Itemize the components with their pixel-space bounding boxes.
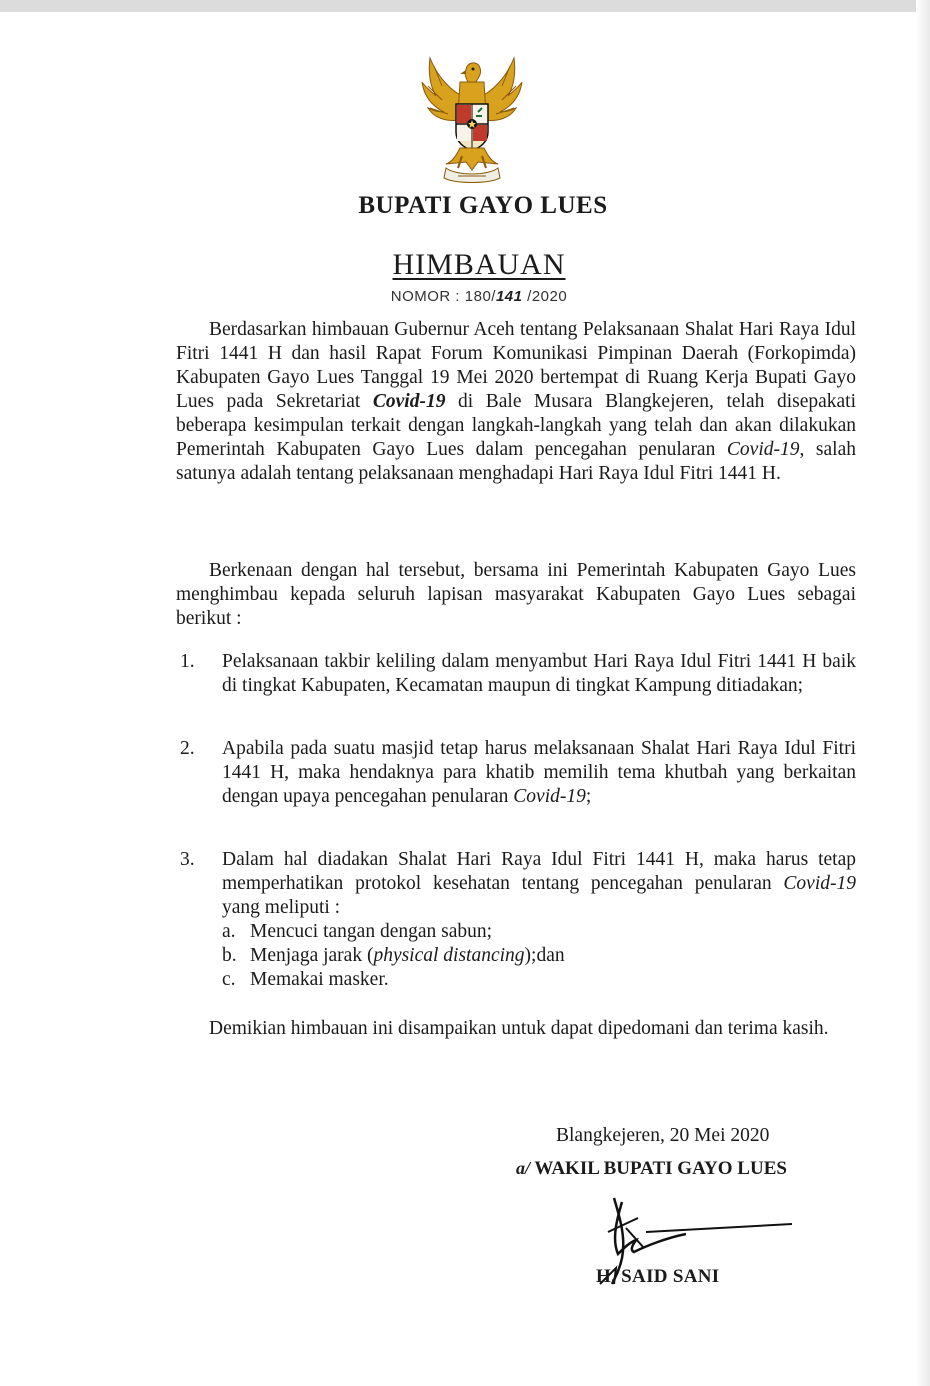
scan-top-border	[0, 0, 930, 12]
closing-text: Demikian himbauan ini disampaikan untuk dapat dipedomani dan terima kasih.	[209, 1018, 829, 1039]
list-item-text-before: Dalam hal diadakan Shalat Hari Raya Idul Fitri 1441 H, maka harus tetap memperhatikan protokol kesehatan tentang pencegahan penularan	[222, 849, 856, 894]
paragraph1-bold-term: Covid-19	[372, 391, 446, 412]
list-item-text-after: yang meliputi :	[222, 897, 341, 918]
signatory-prefix: a/	[516, 1158, 531, 1178]
number-handwritten: 141	[495, 288, 523, 305]
sub-item	[222, 920, 856, 944]
garuda-emblem-icon	[416, 52, 528, 186]
list-item-text	[222, 737, 856, 809]
sub-item-letter: b.	[222, 945, 237, 966]
sub-item-letter: c.	[222, 969, 236, 990]
official-title: BUPATI GAYO LUES	[358, 192, 608, 219]
list-item	[176, 848, 856, 992]
sub-item-letter: a.	[222, 921, 236, 942]
list-item-italic-term: Covid-19	[513, 786, 586, 807]
paragraph2-text: Berkenaan dengan hal tersebut, bersama ini Pemerintah Kabupaten Gayo Lues menghimbau kepada seluruh lapisan masyarakat Kabupaten Gayo Lues sebagai berikut :	[176, 560, 856, 629]
list-item-italic-term: Covid-19	[783, 873, 856, 894]
number-prefix: NOMOR : 180/	[390, 288, 496, 305]
paragraph1-part3: , salah satunya adalah tentang pelaksanaan menghadapi Hari Raya Idul Fitri 1441 H.	[176, 439, 856, 484]
list-item	[176, 650, 856, 698]
signatory-name: H. SAID SANI	[596, 1266, 720, 1287]
list-item-text	[222, 848, 856, 992]
signatory-title-text: WAKIL BUPATI GAYO LUES	[530, 1158, 787, 1179]
sub-item-text: Memakai masker.	[250, 969, 389, 990]
sub-item	[222, 968, 856, 992]
list-item-number: 1.	[180, 651, 195, 672]
list-item-number: 3.	[180, 849, 195, 870]
document-title	[0, 248, 930, 282]
list-item-text-before: Apabila pada suatu masjid tetap harus melaksanaan Shalat Hari Raya Idul Fitri 1441 H, maka hendaknya para khatib memilih tema khutbah yang berkaitan dengan upaya pencegahan penularan	[222, 738, 856, 807]
number-suffix: /2020	[522, 288, 568, 305]
list-item-text: Pelaksanaan takbir keliling dalam menyambut Hari Raya Idul Fitri 1441 H baik di tingkat Kabupaten, Kecamatan maupun di tingkat Kampung ditiadakan;	[222, 651, 856, 696]
list-item-number: 2.	[180, 738, 195, 759]
paragraph1-part2: di Bale Musara Blangkejeren, telah disepakati beberapa kesimpulan terkait dengan langkah-langkah yang telah dan akan dilakukan Pemerintah Kabupaten Gayo Lues dalam pencegahan penularan	[176, 391, 857, 460]
sub-item-text-after: );dan	[524, 945, 565, 966]
list-item-text-after: ;	[585, 786, 592, 807]
closing-paragraph	[176, 1017, 856, 1041]
list-item	[176, 737, 856, 809]
sub-item-text: Mencuci tangan dengan sabun;	[250, 921, 493, 942]
paragraph1-part1: Berdasarkan himbauan Gubernur Aceh tentang Pelaksanaan Shalat Hari Raya Idul Fitri 1441 H dan hasil Rapat Forum Komunikasi Pimpinan Daerah (Forkopimda) Kabupaten Gayo Lues Tanggal 19 Mei 2020 bertempat di Ruang Kerja Bupati Gayo Lues pada Sekretariat	[176, 319, 856, 412]
document-title-text: HIMBAUAN	[392, 248, 566, 281]
sub-item-text-before: Menjaga jarak (	[250, 945, 374, 966]
place-date: Blangkejeren, 20 Mei 2020	[556, 1125, 770, 1146]
signatory-title	[516, 1158, 787, 1180]
sub-item	[222, 944, 856, 968]
opening-paragraph	[176, 318, 856, 486]
paragraph1-italic-term: Covid-19	[726, 439, 800, 460]
sub-item-italic: physical distancing	[373, 945, 525, 966]
second-paragraph	[176, 559, 856, 631]
document-number	[0, 288, 930, 305]
